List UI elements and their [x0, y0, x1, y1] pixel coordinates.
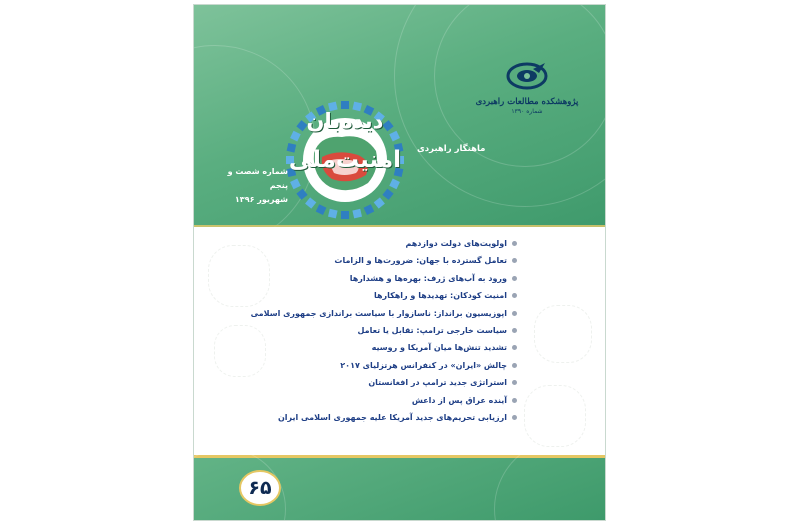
bullet-icon	[512, 363, 517, 368]
background-pattern	[208, 245, 270, 307]
toc-item: چالش «ایران» در کنفرانس هرتزلیای ۲۰۱۷	[287, 361, 517, 378]
emblem-ring-tile	[305, 197, 316, 208]
toc-item: استراتژی جدید ترامپ در افغانستان	[287, 378, 517, 395]
issue-info	[208, 165, 288, 207]
background-pattern	[214, 325, 266, 377]
emblem-ring-tile	[352, 209, 362, 219]
institute-logo-icon	[505, 61, 549, 91]
institute-logo-block	[467, 61, 587, 115]
issue-badge-number: ۶۵	[248, 477, 272, 499]
institute-subtitle: شماره ۱۳۹۰	[511, 108, 543, 115]
magazine-cover	[193, 4, 606, 521]
cover-title-line1: دیده‌بان	[306, 109, 384, 133]
toc-item: سیاست خارجی ترامپ: تقابل یا تعامل	[287, 326, 517, 343]
bullet-icon	[512, 241, 517, 246]
institute-name: پژوهشکده مطالعات راهبردی	[475, 97, 579, 107]
emblem-ring-tile	[290, 179, 301, 190]
table-of-contents	[250, 239, 517, 430]
emblem-ring-tile	[316, 204, 327, 215]
issue-date: شهریور ۱۳۹۶	[234, 195, 288, 204]
footer-ornament	[494, 438, 606, 521]
issue-number: شماره شصت و پنجم	[227, 167, 288, 190]
periodical-label: ماهنگار راهبردی	[417, 144, 486, 154]
toc-item: ورود به آب‌های ژرف: بهره‌ها و هشدارها	[287, 274, 517, 291]
emblem-ring-tile	[374, 197, 385, 208]
toc-item: تعامل گسترده با جهان: ضرورت‌ها و الزامات	[287, 256, 517, 273]
toc-item: تشدید تنش‌ها میان آمریکا و روسیه	[287, 343, 517, 360]
header-gold-line	[194, 225, 605, 227]
emblem-ring-tile	[341, 211, 349, 219]
toc-item: اپوزیسیون برانداز: ناسازوار با سیاست براندازی جمهوری اسلامی	[287, 309, 517, 326]
emblem-ring-tile	[328, 209, 338, 219]
emblem-ring-tile	[389, 179, 400, 190]
background-pattern	[534, 305, 592, 363]
toc-item: آینده عراق پس از داعش	[287, 396, 517, 413]
toc-item: امنیت کودکان: تهدیدها و راهکارها	[287, 291, 517, 308]
cover-title-line2: امنیت‌ملی	[288, 147, 402, 173]
bullet-icon	[512, 293, 517, 298]
emblem-ring-tile	[364, 204, 375, 215]
bullet-icon	[512, 258, 517, 263]
toc-item: ارزیابی تحریم‌های جدید آمریکا علیه جمهوری اسلامی ایران	[287, 413, 517, 430]
bullet-icon	[512, 398, 517, 403]
toc-item: اولویت‌های دولت دوازدهم	[287, 239, 517, 256]
emblem-ring-tile	[296, 189, 307, 200]
bullet-icon	[512, 276, 517, 281]
bullet-icon	[512, 380, 517, 385]
emblem-ring-tile	[382, 189, 393, 200]
bullet-icon	[512, 415, 517, 420]
emblem-ring-tile	[341, 101, 349, 109]
bullet-icon	[512, 328, 517, 333]
bullet-icon	[512, 311, 517, 316]
bullet-icon	[512, 345, 517, 350]
